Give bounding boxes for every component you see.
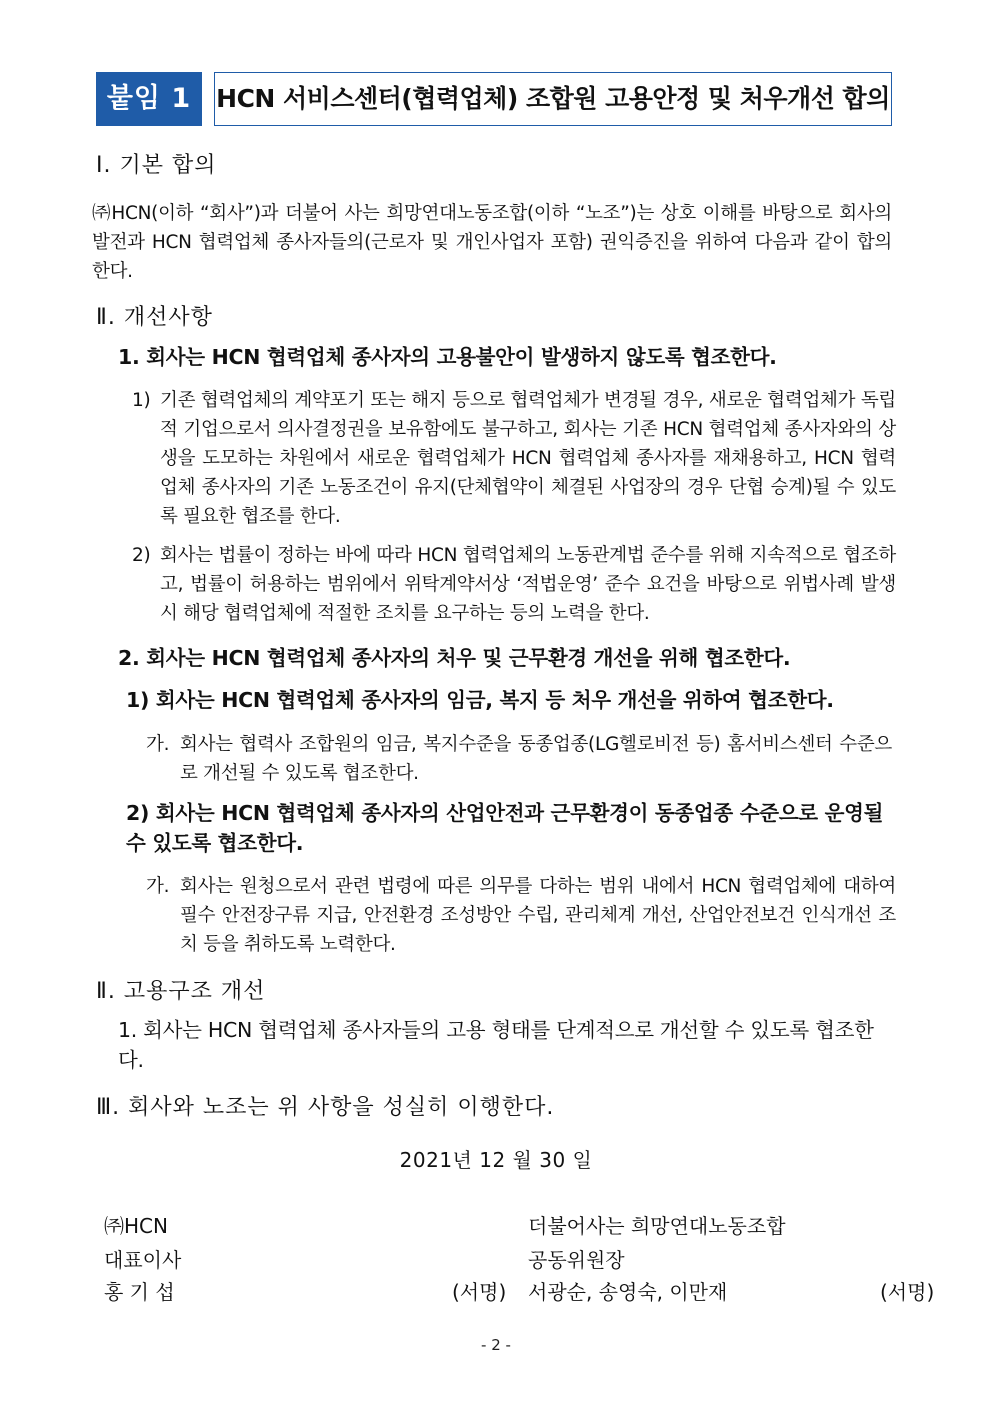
section-2-item-2-sub-2-ga-number: 가.: [146, 876, 170, 897]
company-signer: 홍 기 섭: [104, 1280, 175, 1304]
union-signature: (서명): [880, 1280, 935, 1304]
section-3-heading: Ⅱ. 고용구조 개선: [96, 979, 266, 1004]
section-2-item-1-sub-1-text: 기존 협력업체의 계약포기 또는 해지 등으로 협력업체가 변경될 경우, 새로운 협력업체가 독립적 기업으로서 의사결정권을 보유함에도 불구하고, 회사는 기존 HCN 협력업체 종사자와의 상생을 도모하는 차원에서 새로운 협력업체가 HCN 협력업체 종사자를 재채용하고, HCN 협력업체 종사자의 기존 노동조건이 유지(단체협약이 체결된 사업장의 경우 단협 승계)될 수 있도록 필요한 협조를 한다.: [160, 390, 896, 527]
section-2-item-2-sub-2-ga-text: 회사는 원청으로서 관련 법령에 따른 의무를 다하는 범위 내에서 HCN 협력업체에 대하여 필수 안전장구류 지급, 안전환경 조성방안 수립, 관리체계 개선, 산업안전보건 인식개선 조치 등을 취하도록 노력한다.: [180, 876, 896, 955]
document-title: HCN 서비스센터(협력업체) 조합원 고용안정 및 처우개선 합의: [214, 72, 892, 126]
section-1-heading: Ⅰ. 기본 합의: [96, 153, 217, 178]
section-2-item-2-sub-2-title: [126, 798, 884, 858]
section-2-item-2-sub-1-title: 1) 회사는 HCN 협력업체 종사자의 임금, 복지 등 처우 개선을 위하여 협조한다.: [126, 688, 834, 712]
section-2-item-1-sub-2-number: 2): [132, 545, 151, 566]
section-2-item-1-sub-1-number: 1): [132, 390, 151, 411]
section-4-heading: Ⅲ. 회사와 노조는 위 사항을 성실히 이행한다.: [96, 1095, 555, 1120]
section-2-item-2-title: 2. 회사는 HCN 협력업체 종사자의 처우 및 근무환경 개선을 위해 협조한다.: [118, 646, 791, 670]
agreement-date: 2021년 12 월 30 일: [399, 1148, 593, 1172]
document-header: [96, 72, 892, 126]
union-role: 공동위원장: [528, 1248, 625, 1272]
section-2-item-2-sub-2-title-text: 2) 회사는 HCN 협력업체 종사자의 산업안전과 근무환경이 동종업종 수준으로 운영될 수 있도록 협조한다.: [126, 801, 884, 855]
page-number: - 2 -: [481, 1336, 511, 1354]
section-2-item-1-title: 1. 회사는 HCN 협력업체 종사자의 고용불안이 발생하지 않도록 협조한다.: [118, 345, 777, 369]
section-2-item-2-sub-1-ga-number: 가.: [146, 734, 170, 755]
union-signers: 서광순, 송영숙, 이만재: [528, 1280, 728, 1304]
attachment-tag: 붙임 1: [96, 72, 202, 126]
section-2-item-1-sub-2-text: 회사는 법률이 정하는 바에 따라 HCN 협력업체의 노동관계법 준수를 위해 지속적으로 협조하고, 법률이 허용하는 범위에서 위탁계약서상 ‘적법운영’ 준수 요건을 바탕으로 위법사례 발생 시 해당 협력업체에 적절한 조치를 요구하는 등의 노력을 한다.: [160, 545, 896, 624]
company-signature: (서명): [452, 1280, 507, 1304]
company-role: 대표이사: [104, 1248, 182, 1272]
section-1-body: ㈜HCN(이하 “회사”)과 더불어 사는 희망연대노동조합(이하 “노조”)는 상호 이해를 바탕으로 회사의 발전과 HCN 협력업체 종사자들의(근로자 및 개인사업자 포함) 권익증진을 위하여 다음과 같이 합의한다.: [92, 203, 892, 282]
section-3-item-1: 1. 회사는 HCN 협력업체 종사자들의 고용 형태를 단계적으로 개선할 수 있도록 협조한다.: [118, 1018, 874, 1072]
company-name: ㈜HCN: [104, 1214, 168, 1238]
union-name: 더불어사는 희망연대노동조합: [528, 1214, 786, 1238]
section-2-item-2-sub-1-ga-text: 회사는 협력사 조합원의 임금, 복지수준을 동종업종(LG헬로비전 등) 홈서비스센터 수준으로 개선될 수 있도록 협조한다.: [180, 734, 892, 784]
section-2-heading: Ⅱ. 개선사항: [96, 305, 213, 330]
